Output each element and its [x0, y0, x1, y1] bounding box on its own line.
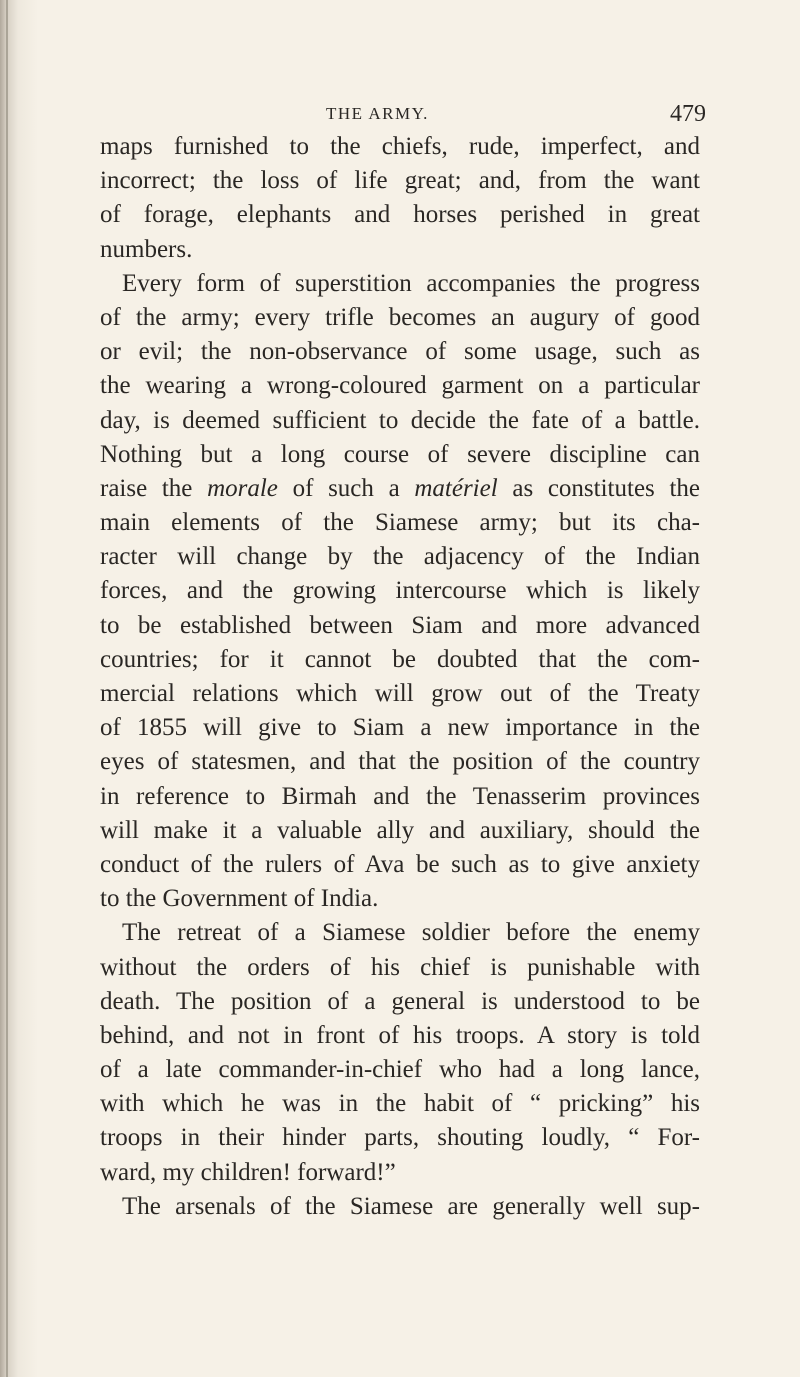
text-span: as constitutes the — [497, 474, 700, 502]
text-line: of forage, elephants and horses perished in great — [100, 201, 700, 229]
text-line: with which he was in the habit of “ pricking” his — [100, 1090, 700, 1118]
text-span: of such a — [277, 474, 415, 502]
page-number: 479 — [670, 101, 706, 127]
text-line: death. The position of a general is understood to be — [100, 987, 700, 1015]
text-line — [100, 472, 700, 506]
text-line: racter will change by the adjacency of the Indian — [100, 543, 700, 571]
text-line: day, is deemed sufficient to decide the fate of a battle. — [100, 406, 700, 434]
text-line: of the army; every trifle becomes an augury of good — [100, 303, 700, 331]
text-line: the wearing a wrong-coloured garment on a particular — [100, 372, 700, 400]
text-line: to the Government of India. — [100, 885, 379, 913]
text-line: mercial relations which will grow out of the Treaty — [100, 680, 700, 707]
text-line: or evil; the non-observance of some usage, such as — [100, 338, 700, 366]
text-span: raise the — [100, 474, 208, 502]
italic-term: morale — [207, 474, 278, 502]
paragraph-start-line: The arsenals of the Siamese are generally well sup- — [122, 1192, 700, 1220]
text-line: countries; for it cannot be doubted that the com- — [100, 645, 700, 673]
text-line: forces, and the growing intercourse which is likely — [100, 577, 700, 605]
text-line: numbers. — [100, 235, 193, 263]
italic-term: matériel — [414, 474, 498, 502]
text-line: eyes of statesmen, and that the position of the country — [100, 748, 700, 776]
text-line: of a late commander-in-chief who had a long lance, — [100, 1056, 700, 1084]
text-line: troops in their hinder parts, shouting loudly, “ For- — [100, 1124, 700, 1152]
binding-edge — [6, 0, 8, 1377]
running-title: THE ARMY. — [326, 104, 429, 123]
text-line: ward, my children! forward!” — [100, 1158, 396, 1186]
body-text — [100, 130, 700, 1224]
text-line: will make it a valuable ally and auxiliary, should the — [100, 816, 700, 844]
text-line: incorrect; the loss of life great; and, from the want — [100, 167, 700, 195]
paragraph-start-line: The retreat of a Siamese soldier before the enemy — [122, 919, 700, 947]
paragraph-start-line: Every form of superstition accompanies the progress — [122, 269, 700, 297]
text-line: conduct of the rulers of Ava be such as to give anxiety — [100, 850, 700, 878]
text-line: to be established between Siam and more advanced — [100, 611, 700, 639]
text-line: without the orders of his chief is punishable with — [100, 953, 700, 981]
text-line: main elements of the Siamese army; but its cha- — [100, 509, 700, 537]
text-line: of 1855 will give to Siam a new importance in the — [100, 714, 700, 742]
text-line: Nothing but a long course of severe discipline can — [100, 440, 700, 468]
text-line: in reference to Birmah and the Tenasserim provinces — [100, 782, 700, 810]
text-line: maps furnished to the chiefs, rude, imperfect, and — [100, 133, 700, 160]
text-line: behind, and not in front of his troops. A story is told — [100, 1021, 700, 1049]
